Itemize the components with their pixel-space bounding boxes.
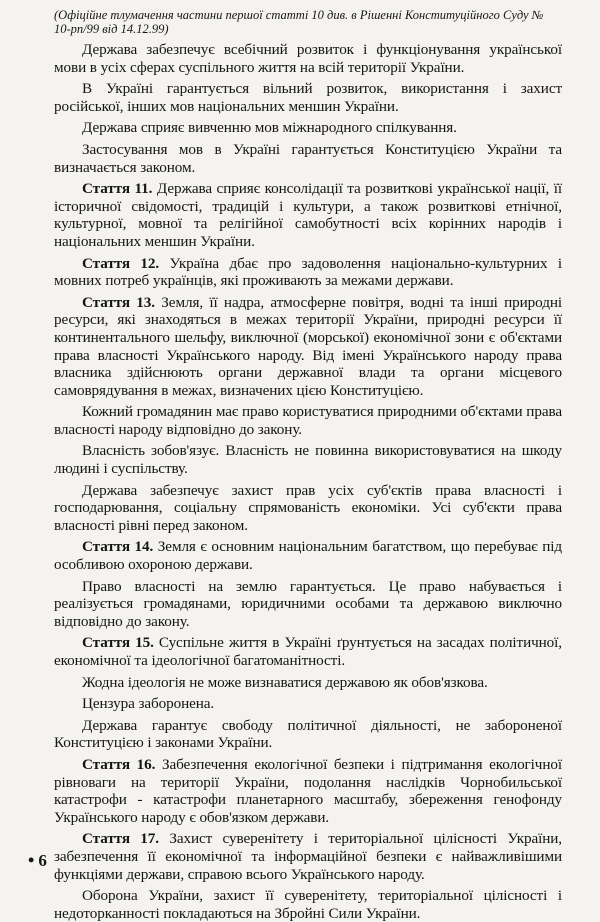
article-number: Стаття 11. — [82, 180, 153, 198]
paragraph-text: Держава забезпечує захист прав усіх суб'єктів права власності і господарювання, соціальну спрямованість економіки. Усі суб'єкти права власності рівні перед законом. — [54, 481, 562, 534]
article-paragraph — [54, 180, 562, 250]
paragraph-text: Земля, її надра, атмосферне повітря, водні та інші природні ресурси, які знаходяться в межах території України, природні ресурси її континентального шельфу, виключної (морської) економічної зони є об'єктами права власності Українського народу. Від імені Українського народу права власника здійснюють органи державної влади та органи місцевого самоврядування в межах, визначених цією Конституцією. — [54, 293, 562, 399]
paragraph — [54, 887, 562, 922]
paragraph-text: Забезпечення екологічної безпеки і підтримання екологічної рівноваги на території України, подолання наслідків Чорнобильської катастрофи - катастрофи планетарного масштабу, збереження генофонду Українського народу є обов'язком держави. — [54, 755, 562, 826]
paragraph-text: Суспільне життя в Україні ґрунтується на засадах політичної, економічної та ідеологічної багатоманітності. — [54, 634, 562, 669]
paragraph — [54, 695, 562, 713]
paragraph-text: Держава гарантує свободу політичної діяльності, не забороненої Конституцією і законами України. — [54, 716, 562, 752]
paragraph-text: Власність зобов'язує. Власність не повинна використовуватися на шкоду людині і суспільству. — [54, 442, 562, 478]
article-number: Стаття 15. — [82, 634, 154, 652]
article-number: Стаття 16. — [82, 755, 156, 773]
page-footer — [28, 850, 47, 871]
paragraph — [54, 442, 562, 477]
article-paragraph — [54, 756, 562, 826]
paragraph — [54, 41, 562, 76]
article-paragraph — [54, 538, 562, 573]
paragraph-text: Право власності на землю гарантується. Це право набувається і реалізується громадянами, юридичними особами та державою виключно відповідно до закону. — [54, 577, 562, 630]
paragraph — [54, 80, 562, 115]
paragraph-text: В Україні гарантується вільний розвиток, використання і захист російської, інших мов національних меншин України. — [54, 80, 562, 115]
paragraph-text: Оборона України, захист її суверенітету, територіальної цілісності і недоторканності покладаються на Збройні Сили України. — [54, 887, 562, 922]
paragraph — [54, 674, 562, 692]
article-number: Стаття 17. — [82, 830, 159, 848]
paragraph-text: Цензура заборонена. — [82, 695, 215, 713]
paragraph-text: Держава сприяє консолідації та розвиткові української нації, її історичної свідомості, традицій і культури, а також розвиткові етнічної, культурної, мовної та релігійної самобутності всіх корінних народів і національних меншин України. — [54, 180, 562, 250]
paragraph-text: Земля є основним національним багатством, що перебуває під особливою охороною держави. — [54, 538, 562, 574]
paragraph-text: Кожний громадянин має право користуватися природними об'єктами права власності народу відповідно до закону. — [54, 403, 562, 438]
article-number: Стаття 14. — [82, 538, 154, 556]
article-paragraph — [54, 830, 562, 883]
article-paragraph — [54, 255, 562, 290]
paragraph-text: Захист суверенітету і територіальної цілісності України, забезпечення її економічної та інформаційної безпеки є найважливішими функціями держави, справою всього Українського народу. — [54, 830, 562, 883]
paragraph — [54, 482, 562, 535]
paragraph-text: Застосування мов в Україні гарантується Конституцією України та визначається законом. — [54, 140, 562, 176]
paragraph-text: Держава сприяє вивченню мов міжнародного спілкування. — [82, 119, 457, 137]
header-note: (Офіційне тлумачення частини першої статті 10 див. в Рішенні Конституційного Суду № 10-рп/99 від 14.12.99) — [54, 8, 544, 36]
paragraph — [54, 578, 562, 631]
paragraph — [54, 403, 562, 438]
page-number: 6 — [38, 851, 47, 870]
article-paragraph — [54, 294, 562, 400]
paragraph-text: Україна дбає про задоволення національно-культурних і мовних потреб українців, які проживають за межами держави. — [54, 254, 562, 290]
paragraph — [54, 119, 562, 137]
paragraph-text: Держава забезпечує всебічний розвиток і функціонування української мови в усіх сферах суспільного життя на всій території України. — [54, 41, 562, 76]
document-body — [54, 41, 562, 922]
article-paragraph — [54, 634, 562, 669]
article-number: Стаття 13. — [82, 293, 155, 311]
paragraph — [54, 717, 562, 752]
paragraph-text: Жодна ідеологія не може визнаватися державою як обов'язкова. — [82, 673, 488, 691]
article-number: Стаття 12. — [82, 254, 160, 272]
paragraph — [54, 141, 562, 176]
bullet-mark: • — [28, 850, 35, 870]
